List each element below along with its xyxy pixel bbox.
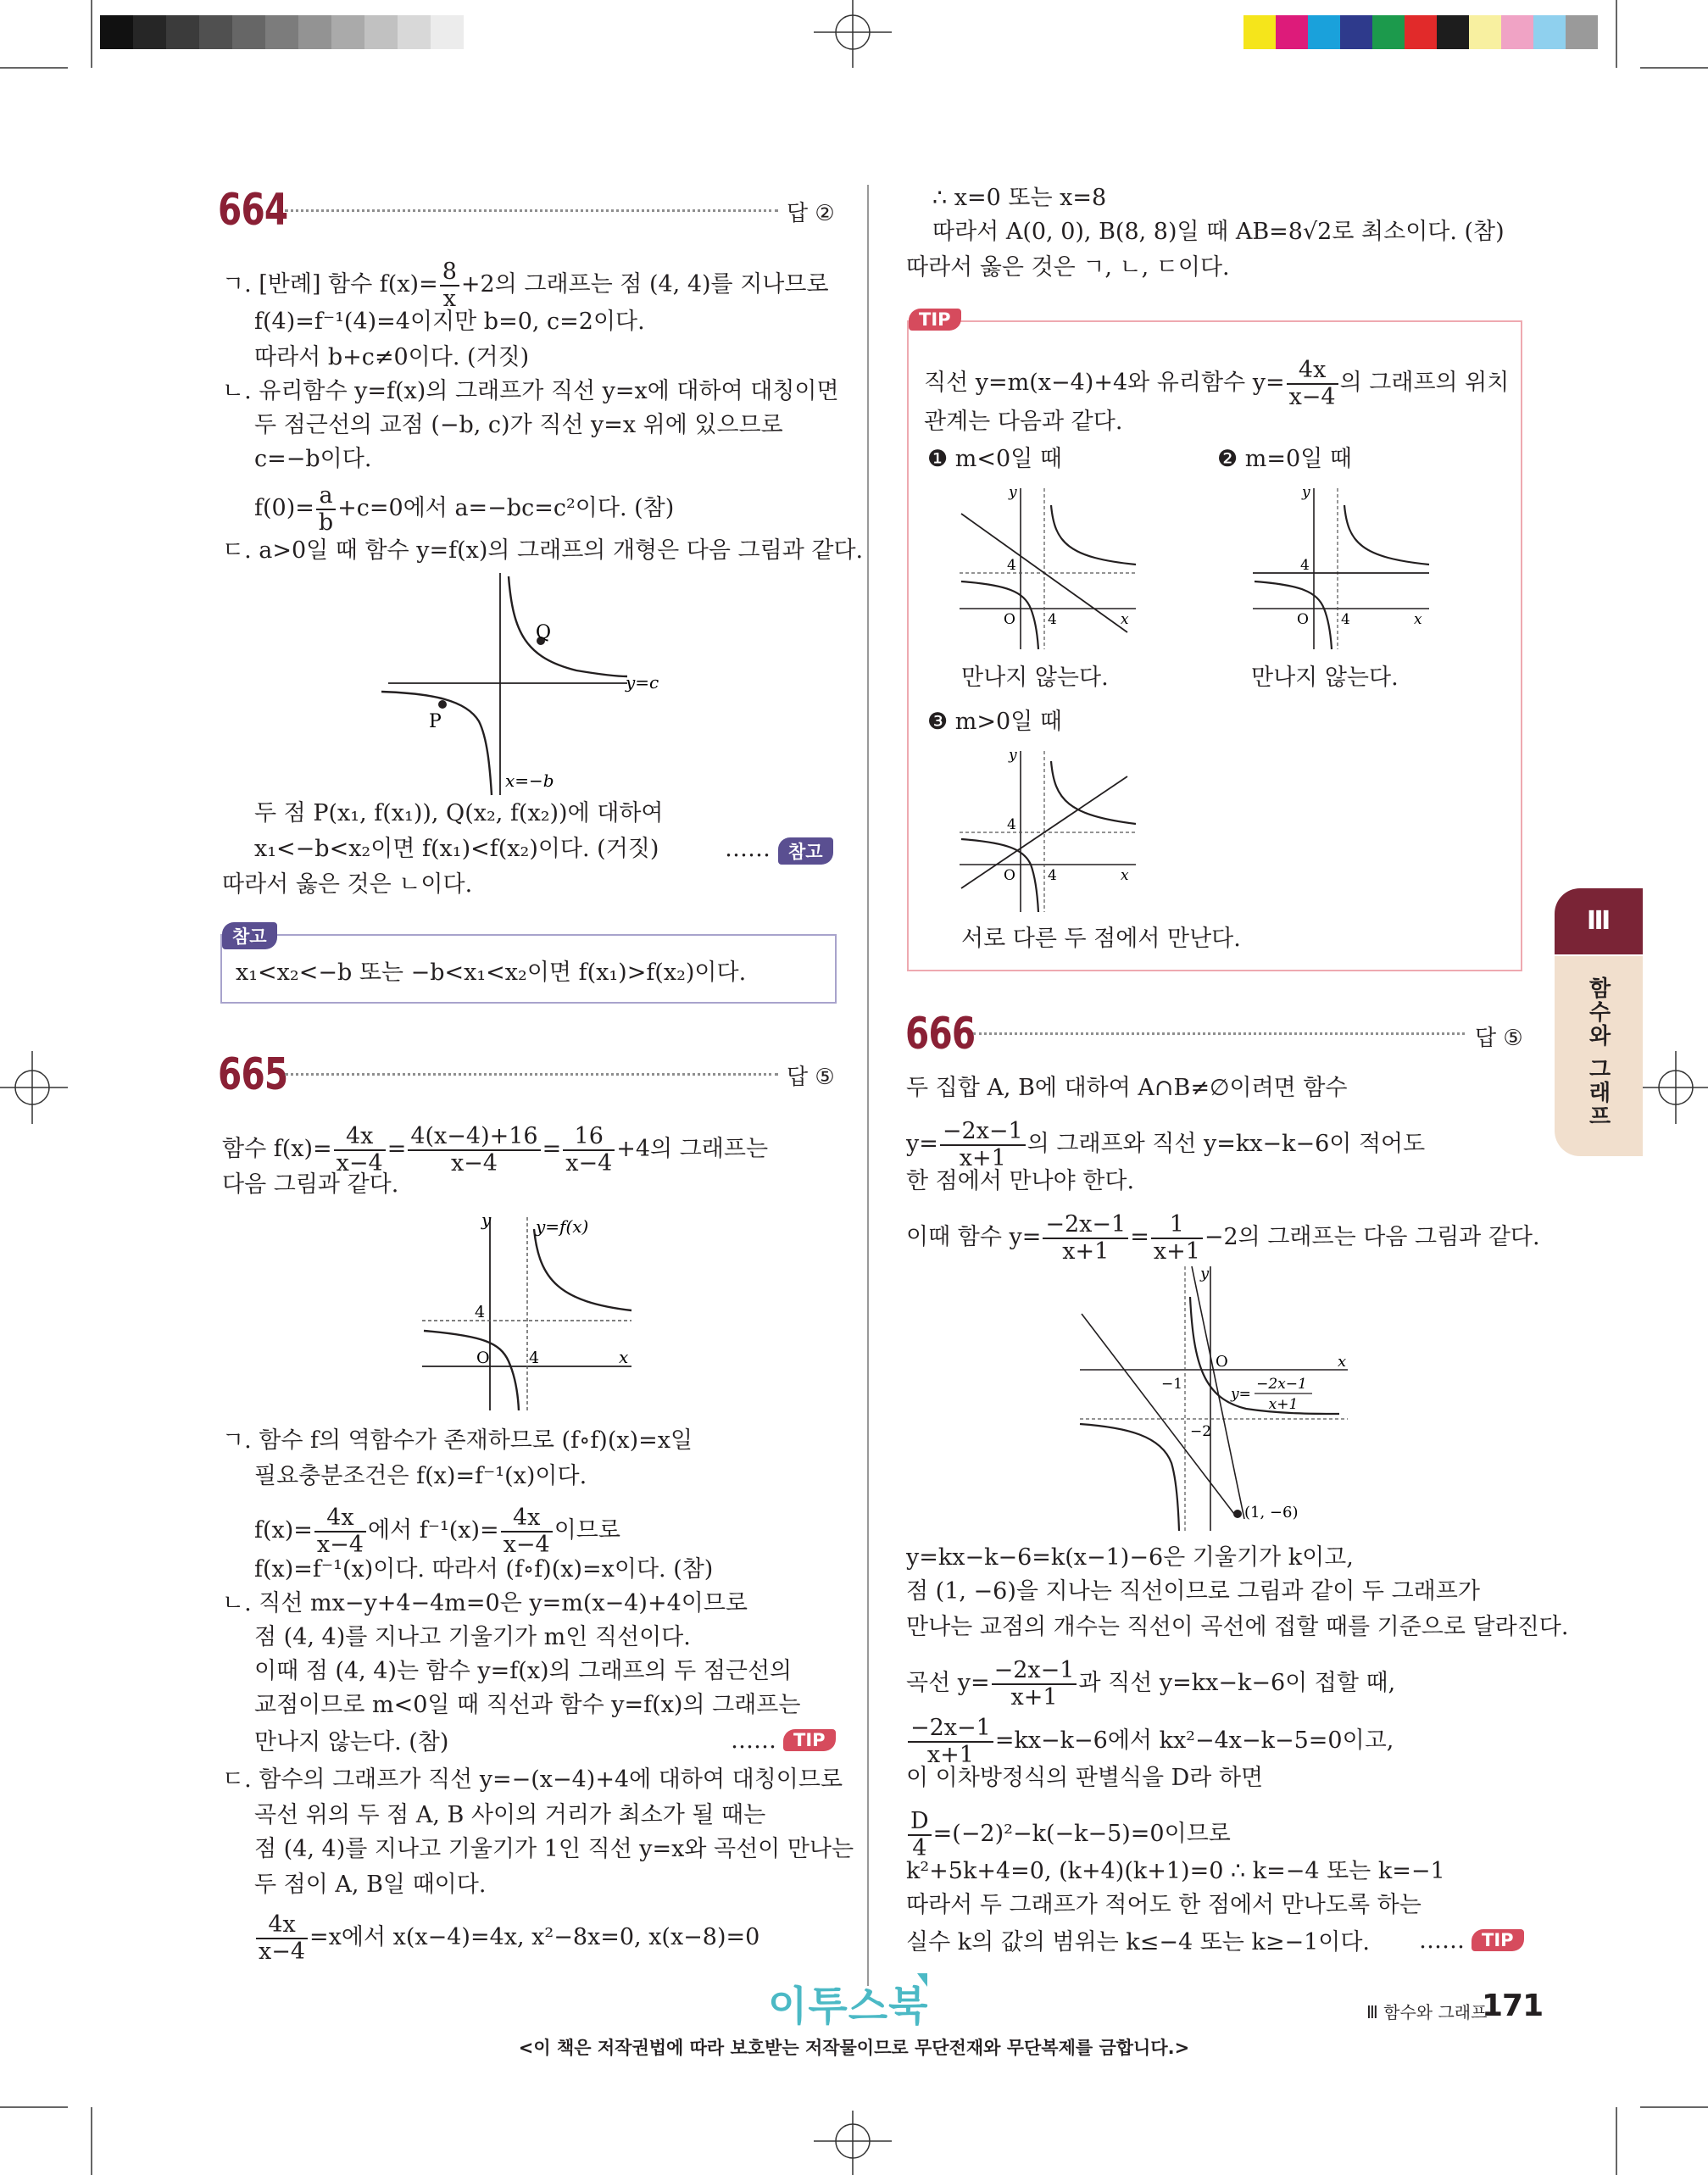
p665-graph [415,1210,644,1414]
svg-text:−1: −1 [1161,1376,1183,1393]
svg-text:y=c: y=c [626,672,659,693]
svg-text:4: 4 [1341,611,1350,628]
p666-line-4: 이때 함수 y= $\frac{-2x-1}{x+1}$ = $\frac{1}{x+1}$ −2의 그래프는 다음 그림과 같다. [906,1211,1540,1265]
grayscale-bar [100,15,464,49]
svg-text:x+1: x+1 [1268,1396,1299,1413]
problem-665-dots [285,1073,778,1076]
footer-section: Ⅲ 함수와 그래프 [1366,2002,1488,2022]
tip-line-1: 직선 y=m(x−4)+4와 유리함수 y= $\frac{4x}{x-4}$ 의 그래프의 위치 [924,357,1510,410]
tip-line-2: 관계는 다음과 같다. [924,409,1123,435]
p664-line-1: ㄱ. [반례] 함수 f(x)= $\frac{8}{x}$ +2의 그래프는 점 (4, 4)를 지나므로 [222,259,829,312]
svg-text:O: O [1297,611,1309,628]
p666-graph [1077,1263,1365,1534]
note-tag: 참고 [222,922,277,949]
tip-case-3: ❸ m>0일 때 [927,709,1062,735]
svg-text:y=f(x): y=f(x) [536,1216,589,1237]
p665-line-12: ㄷ. 함수의 그래프가 직선 y=−(x−4)+4에 대하여 대칭이므로 [222,1766,843,1793]
p666-line-8: 곡선 y= $\frac{-2x-1}{x+1}$ 과 직선 y=kx−k−6이 접할 때, [906,1657,1396,1711]
tip-case-2: ❷ m=0일 때 [1217,446,1352,472]
right-top-line-1: ∴ x=0 또는 x=8 [932,185,1107,211]
svg-text:y: y [481,1210,492,1230]
p665-line-15: 두 점이 A, B일 때이다. [254,1872,487,1898]
tip-graph-3 [958,744,1144,914]
p665-line-11: 만나지 않는다. (참) [254,1729,449,1755]
p665-line-14: 점 (4, 4)를 지나고 기울기가 1인 직선 y=x와 곡선이 만나는 [254,1836,854,1862]
right-top-line-3: 따라서 옳은 것은 ㄱ, ㄴ, ㄷ이다. [906,254,1230,281]
svg-text:O: O [1004,867,1015,884]
svg-text:−2x−1: −2x−1 [1256,1376,1307,1393]
p664-line-7: f(0)= $\frac{a}{b}$ +c=0에서 a=−bc=c²이다. (참) [254,482,675,536]
tip-caption-1: 만나지 않는다. [961,665,1109,691]
right-top-line-2: 따라서 A(0, 0), B(8, 8)일 때 AB=8√2로 최소이다. (참) [932,219,1505,245]
problem-665-answer: 답 ⑤ [787,1065,835,1090]
tip-graph-2 [1251,481,1438,651]
problem-664-number: 664 [218,185,288,236]
svg-text:O: O [1216,1353,1228,1371]
problem-666-dots [973,1032,1465,1035]
p666-line-3: 한 점에서 만나야 한다. [906,1168,1135,1194]
svg-text:x: x [1121,867,1129,884]
p666-tip-ref-tag: TIP [1472,1929,1524,1951]
svg-text:4: 4 [529,1349,540,1367]
problem-666-answer: 답 ⑤ [1475,1026,1523,1051]
svg-text:y=: y= [1231,1386,1251,1403]
problem-664-dots [285,209,778,212]
svg-text:(1, −6): (1, −6) [1244,1504,1299,1521]
p666-line-5: y=kx−k−6=k(x−1)−6은 기울기가 k이고, [906,1544,1354,1571]
p666-line-7: 만나는 교점의 개수는 직선이 곡선에 접할 때를 기준으로 달라진다. [906,1614,1569,1640]
tip-caption-3: 서로 다른 두 점에서 만난다. [961,926,1241,952]
p665-line-10: 교점이므로 m<0일 때 직선과 함수 y=f(x)의 그래프는 [254,1692,801,1718]
p664-graph [381,573,687,800]
svg-text:4: 4 [475,1303,486,1321]
svg-text:y: y [1302,484,1310,501]
svg-text:y: y [1200,1265,1210,1282]
note-text: x₁<x₂<−b 또는 −b<x₁<x₂이면 f(x₁)>f(x₂)이다. [236,960,747,986]
tip-case-1: ❶ m<0일 때 [927,446,1062,472]
p664-line-4: ㄴ. 유리함수 y=f(x)의 그래프가 직선 y=x에 대하여 대칭이면 [222,378,839,404]
side-tab-label: 함수와 그래프 [1585,976,1611,1129]
p665-line-4: 필요충분조건은 f(x)=f⁻¹(x)이다. [254,1463,587,1489]
p665-line-2: 다음 그림과 같다. [222,1171,399,1198]
svg-text:x=−b: x=−b [505,770,554,791]
p665-line-1: 함수 f(x)= $\frac{4x}{x-4}$ = $\frac{4(x-4)+16}{x-4}$ = $\frac{16}{x-4}$ +4의 그래프는 [222,1123,769,1177]
svg-text:x: x [619,1347,629,1367]
side-tab-roman: Ⅲ [1555,888,1643,954]
footer-logo: 이투스북 [768,1983,929,2030]
svg-text:y: y [1009,484,1017,501]
svg-text:4: 4 [1300,557,1310,574]
p665-line-16: $\frac{4x}{x-4}$ =x에서 x(x−4)=4x, x²−8x=0, x(x−8)=0 [254,1912,759,1964]
p666-line-14-dots: …… [1419,1927,1465,1954]
svg-text:P: P [429,711,442,732]
color-bar [1243,15,1598,49]
p664-line-2: f(4)=f⁻¹(4)=4이지만 b=0, c=2이다. [254,309,645,335]
p666-line-2: y= $\frac{-2x-1}{x+1}$ 의 그래프와 직선 y=kx−k−6이 적어도 [906,1118,1426,1171]
p666-line-13: 따라서 두 그래프가 적어도 한 점에서 만나도록 하는 [906,1892,1421,1918]
svg-text:Q: Q [536,622,552,643]
p666-line-12: k²+5k+4=0, (k+4)(k+1)=0 ∴ k=−4 또는 k=−1 [906,1858,1445,1884]
p665-line-8: 점 (4, 4)를 지나고 기울기가 m인 직선이다. [254,1624,691,1650]
svg-text:O: O [476,1349,490,1367]
problem-666-number: 666 [905,1009,976,1060]
p665-line-11-dots: …… [731,1727,776,1754]
p664-line-6: c=−b이다. [254,446,372,472]
tip-caption-2: 만나지 않는다. [1251,665,1399,691]
svg-text:O: O [1004,611,1015,628]
p665-line-9: 이때 점 (4, 4)는 함수 y=f(x)의 그래프의 두 점근선의 [254,1658,793,1684]
p666-line-14: 실수 k의 값의 범위는 k≤−4 또는 k≥−1이다. [906,1929,1370,1955]
p665-line-3: ㄱ. 함수 f의 역함수가 존재하므로 (f∘f)(x)=x일 [222,1427,693,1454]
p665-line-13: 곡선 위의 두 점 A, B 사이의 거리가 최소가 될 때는 [254,1802,766,1828]
p664-line-5: 두 점근선의 교점 (−b, c)가 직선 y=x 위에 있으므로 [254,412,783,438]
p665-line-5: f(x)= $\frac{4x}{x-4}$ 에서 f⁻¹(x)= $\frac{4x}{x-4}$ 이므로 [254,1505,620,1558]
footer-copyright: <이 책은 저작권법에 따라 보호받는 저작물이므로 무단전재와 무단복제를 금합니다.> [518,2038,1190,2058]
side-tab-label-box [1555,956,1643,1156]
p664-line-11: 따라서 옳은 것은 ㄴ이다. [222,871,473,898]
p665-tip-ref-tag: TIP [783,1729,836,1751]
p666-line-10: 이 이차방정식의 판별식을 D라 하면 [906,1765,1264,1791]
svg-text:4: 4 [1048,611,1057,628]
svg-text:4: 4 [1048,867,1057,884]
problem-665-number: 665 [218,1049,288,1100]
p664-line-8: ㄷ. a>0일 때 함수 y=f(x)의 그래프의 개형은 다음 그림과 같다. [222,537,864,564]
p664-line-9: 두 점 P(x₁, f(x₁)), Q(x₂, f(x₂))에 대하여 [254,800,664,826]
svg-text:4: 4 [1007,557,1016,574]
p664-line-10-dots: …… [725,836,771,862]
tip-tag: TIP [909,309,961,331]
p664-line-10: x₁<−b<x₂이면 f(x₁)<f(x₂)이다. (거짓) [254,836,659,862]
p664-note-ref-tag: 참고 [778,837,833,865]
p666-line-6: 점 (1, −6)을 지나는 직선이므로 그림과 같이 두 그래프가 [906,1578,1480,1605]
p666-line-9: $\frac{-2x-1}{x+1}$ =kx−k−6에서 kx²−4x−k−5=0이고, [906,1716,1394,1767]
problem-664-answer: 답 ② [787,201,835,226]
svg-text:x: x [1338,1353,1347,1371]
svg-text:y: y [1009,747,1017,764]
p666-line-1: 두 집합 A, B에 대하여 A∩B≠∅이려면 함수 [906,1075,1348,1101]
column-divider [867,185,869,1986]
p665-line-7: ㄴ. 직선 mx−y+4−4m=0은 y=m(x−4)+4이므로 [222,1590,748,1616]
p664-line-3: 따라서 b+c≠0이다. (거짓) [254,344,530,370]
footer-page-number: 171 [1482,1989,1544,2023]
tip-graph-1 [958,481,1144,651]
p665-line-6: f(x)=f⁻¹(x)이다. 따라서 (f∘f)(x)=x이다. (참) [254,1556,714,1583]
svg-text:x: x [1121,611,1129,628]
p666-line-11: $\frac{D}{4}$ =(−2)²−k(−k−5)=0이므로 [906,1809,1231,1861]
svg-text:−2: −2 [1190,1423,1212,1440]
svg-text:x: x [1414,611,1422,628]
svg-text:4: 4 [1007,816,1016,833]
